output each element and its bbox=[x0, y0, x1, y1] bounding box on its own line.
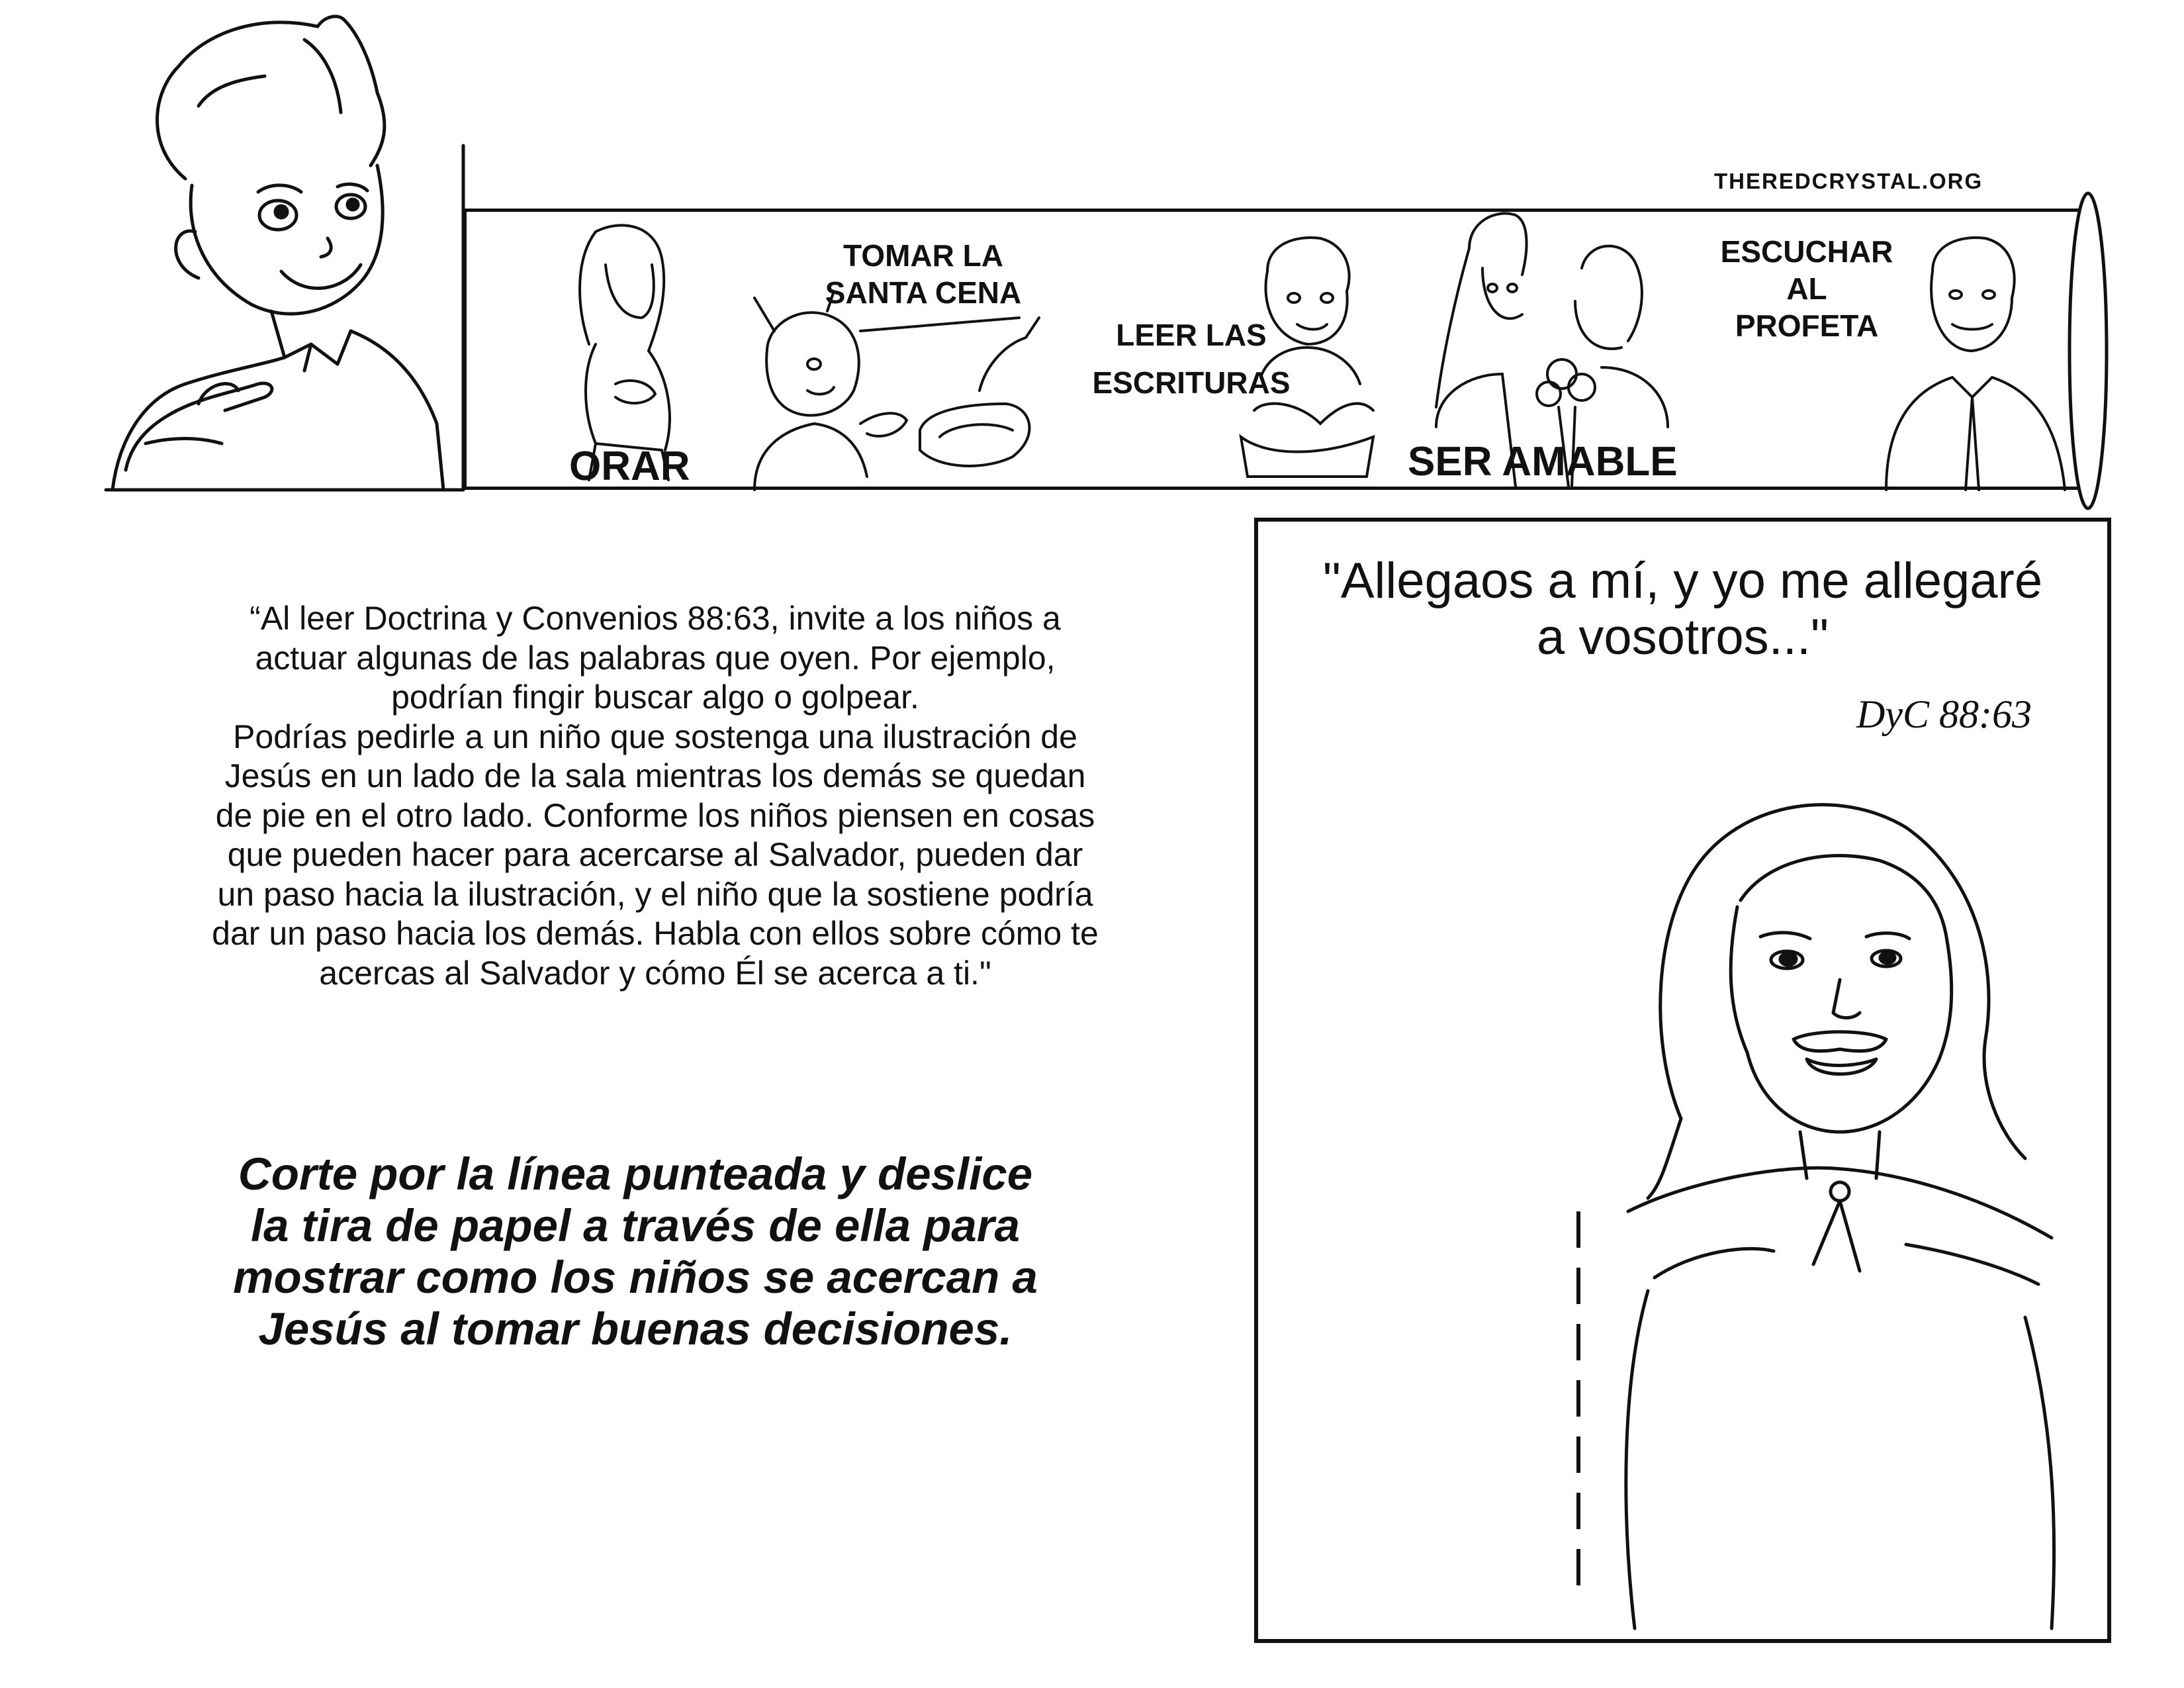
instructions-line: actuar algunas de las palabras que oyen. Por ejemplo, bbox=[255, 639, 1056, 677]
jesus-illustration bbox=[1549, 788, 2105, 1628]
label-santa-cena-line2: SANTA CENA bbox=[825, 275, 1022, 310]
cut-line: la tira de papel a través de ella para bbox=[250, 1199, 1021, 1251]
instructions-line: “Al leer Doctrina y Convenios 88:63, invite a los niños a bbox=[250, 600, 1061, 637]
label-escrituras-line2: ESCRITURAS bbox=[1092, 365, 1291, 400]
cut-line: mostrar como los niños se acercan a bbox=[233, 1251, 1038, 1303]
instructions-line: podrían fingir buscar algo o golpear. bbox=[391, 679, 919, 716]
instructions-line: Podrías pedirle a un niño que sostenga una ilustración de bbox=[233, 718, 1077, 755]
sacrament-illustration bbox=[728, 291, 1059, 490]
label-orar: ORAR bbox=[569, 444, 690, 489]
label-santa-cena-line1: TOMAR LA bbox=[843, 238, 1003, 273]
instructions-line: de pie en el otro lado. Conforme los niños piensen en cosas bbox=[215, 796, 1095, 834]
instructions-line: Jesús en un lado de la sala mientras los demás se quedan bbox=[224, 757, 1086, 794]
label-escrituras bbox=[1079, 316, 1304, 401]
label-profeta bbox=[1707, 233, 1906, 344]
label-ser-amable: SER AMABLE bbox=[1408, 439, 1678, 485]
instructions-text bbox=[139, 599, 1171, 993]
cut-line: Corte por la línea punteada y deslice bbox=[238, 1149, 1033, 1199]
label-profeta-line1: ESCUCHAR bbox=[1720, 234, 1893, 269]
label-profeta-line3: PROFETA bbox=[1735, 308, 1879, 344]
site-name: THEREDCRYSTAL.ORG bbox=[1714, 169, 1983, 193]
label-escrituras-line1: LEER LAS bbox=[1116, 318, 1267, 352]
label-santa-cena bbox=[814, 237, 1032, 311]
instructions-line: un paso hacia la ilustración, y el niño que la sostiene podría bbox=[217, 875, 1093, 913]
cut-instructions bbox=[165, 1149, 1105, 1355]
boy-illustration bbox=[106, 13, 477, 490]
instructions-line: dar un paso hacia los demás. Habla con ellos sobre cómo te bbox=[212, 915, 1099, 952]
quote-line2: a vosotros..." bbox=[1537, 609, 1829, 666]
quote-line1: "Allegaos a mí, y yo me allegaré bbox=[1322, 553, 2043, 609]
instructions-line: que pueden hacer para acercarse al Salvador, pueden dar bbox=[227, 836, 1083, 873]
scripture-quote bbox=[1271, 553, 2095, 665]
label-profeta-line2: AL bbox=[1786, 271, 1827, 306]
cut-line: Jesús al tomar buenas decisiones. bbox=[258, 1303, 1013, 1354]
scripture-reference: DyC 88:63 bbox=[1856, 692, 2032, 736]
instructions-line: acercas al Salvador y cómo Él se acerca a ti." bbox=[319, 954, 991, 992]
